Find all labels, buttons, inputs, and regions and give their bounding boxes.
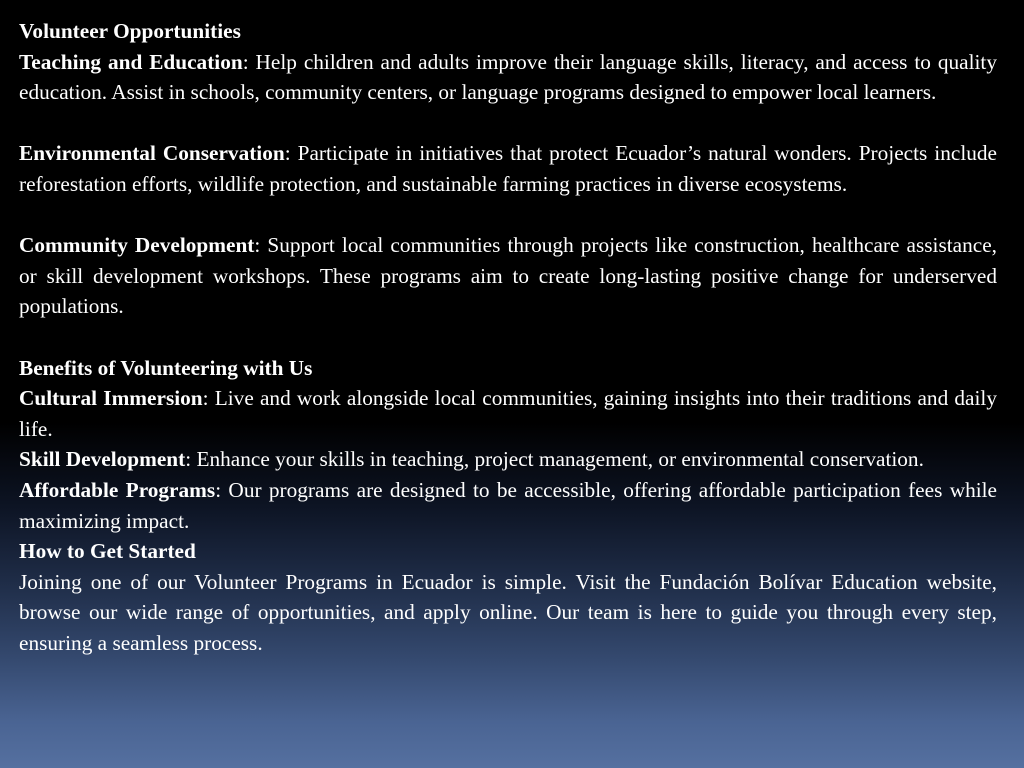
teaching-paragraph [19,47,997,108]
started-heading-text: How to Get Started [19,539,196,564]
benefits-heading-text: Benefits of Volunteering with Us [19,355,313,380]
slide-content [19,16,997,658]
cultural-title: Cultural Immersion [19,386,203,411]
affordable-title: Affordable Programs [19,477,216,502]
skill-body: : Enhance your skills in teaching, project management, or environmental conservation. [185,447,924,472]
spacer [19,322,997,353]
skill-paragraph [19,444,997,475]
volunteer-opportunities-heading [19,16,997,47]
community-paragraph [19,230,997,322]
started-heading [19,536,997,567]
community-body: : Support local communities through projects like construction, healthcare assistance, or skill development workshops. These programs aim to create long-lasting positive change for underserved populations. [19,233,997,319]
spacer [19,108,997,139]
benefits-heading [19,353,997,384]
spacer [19,200,997,231]
skill-title: Skill Development [19,447,186,472]
teaching-title: Teaching and Education [19,49,243,74]
affordable-body: : Our programs are designed to be accessible, offering affordable participation fees while maximizing impact. [19,477,998,533]
started-paragraph: Joining one of our Volunteer Programs in Ecuador is simple. Visit the Fundación Bolívar Education website, browse our wide range of opportunities, and apply online. Our team is here to guide you through every step, ensuring a seamless process. [19,569,997,655]
environment-title: Environmental Conservation [19,141,285,166]
cultural-paragraph [19,383,997,444]
affordable-paragraph [19,475,997,536]
teaching-body: : Help children and adults improve their language skills, literacy, and access to quality education. Assist in schools, community centers, or language programs designed to empower local learners. [19,49,997,105]
community-title: Community Development [19,233,255,258]
environment-body: : Participate in initiatives that protect Ecuador’s natural wonders. Projects include reforestation efforts, wildlife protection, and sustainable farming practices in diverse ecosystems. [19,141,997,196]
volunteer-opportunities-heading-text: Volunteer Opportunities [19,19,241,43]
environment-paragraph [19,138,997,199]
cultural-body: : Live and work alongside local communities, gaining insights into their traditions and daily life. [19,386,997,441]
